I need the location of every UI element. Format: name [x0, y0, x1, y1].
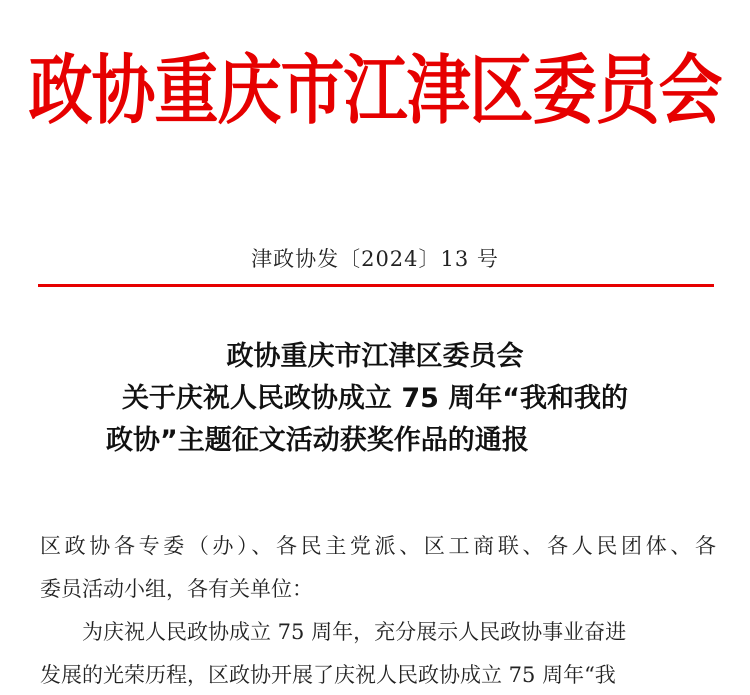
document-body [40, 525, 716, 695]
paragraph-1-line-2: 发展的光荣历程，区政协开展了庆祝人民政协成立 75 周年“我 [40, 663, 616, 687]
red-divider-line [38, 284, 714, 287]
document-title-line-3: 政协”主题征文活动获奖作品的通报 [106, 425, 529, 456]
masthead-title: 政协重庆市江津区委员会 [28, 48, 722, 136]
paragraph-1-line-1: 为庆祝人民政协成立 75 周年，充分展示人民政协事业奋进 [82, 620, 627, 644]
document-title-line-2: 关于庆祝人民政协成立 75 周年“我和我的 [121, 383, 629, 414]
document-title-line-1: 政协重庆市江津区委员会 [226, 341, 524, 372]
recipients-line-1: 区政协各专委（办）、各民主党派、区工商联、各人民团体、各 [40, 534, 716, 558]
document-number: 津政协发〔2024〕13 号 [251, 247, 499, 271]
recipients-line-2: 委员活动小组，各有关单位： [40, 577, 313, 601]
document-title [40, 336, 710, 462]
